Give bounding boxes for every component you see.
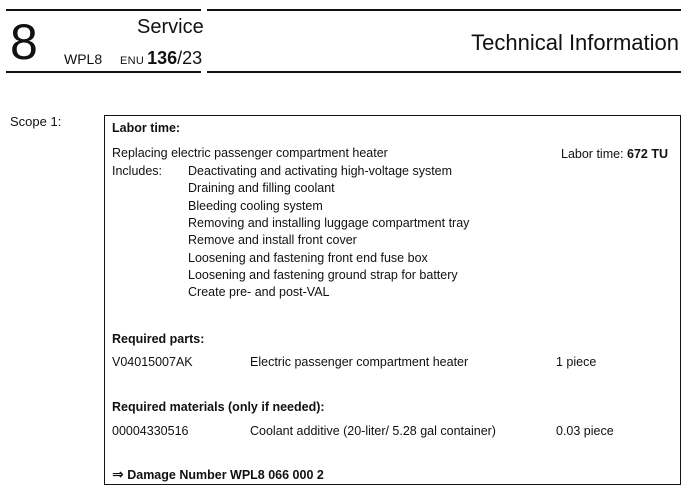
labor-job: Replacing electric passenger compartment heater <box>112 146 388 160</box>
service-label: Service <box>137 16 204 38</box>
bulletin-year: /23 <box>177 48 203 68</box>
page-title: Technical Information <box>471 30 679 55</box>
header-top-rule-right <box>207 9 681 11</box>
material-description: Coolant additive (20-liter/ 5.28 gal container) <box>250 424 496 438</box>
bulletin-id <box>120 48 202 69</box>
damage-number-text: Damage Number WPL8 066 000 2 <box>127 468 324 482</box>
includes-label: Includes: <box>112 164 163 178</box>
includes-item: Removing and installing luggage compartment tray <box>188 216 470 230</box>
part-number: V04015007AK <box>112 355 193 369</box>
includes-item: Loosening and fastening ground strap for battery <box>188 268 458 282</box>
scope-label: Scope 1: <box>10 114 62 129</box>
labor-time-label: Labor time: <box>561 147 624 161</box>
damage-number <box>112 466 324 483</box>
material-quantity: 0.03 piece <box>556 424 614 438</box>
includes-item: Remove and install front cover <box>188 233 357 247</box>
header-top-rule-left <box>6 9 201 11</box>
labor-time-value: 672 TU <box>627 147 669 161</box>
arrow-right-icon: ⇒ <box>112 466 124 482</box>
includes-item: Deactivating and activating high-voltage system <box>188 164 453 178</box>
includes-item: Bleeding cooling system <box>188 199 323 213</box>
part-quantity: 1 piece <box>556 355 597 369</box>
campaign-code: WPL8 <box>64 51 103 67</box>
labor-heading: Labor time: <box>112 121 181 135</box>
header-bottom-rule-right <box>207 71 681 73</box>
includes-item: Loosening and fastening front end fuse box <box>188 251 428 265</box>
material-number: 00004330516 <box>112 424 189 438</box>
scope-box <box>104 115 681 485</box>
labor-time <box>561 147 668 161</box>
part-description: Electric passenger compartment heater <box>250 355 469 369</box>
language-code: ENU <box>120 55 145 67</box>
includes-item: Draining and filling coolant <box>188 181 335 195</box>
header-bottom-rule-left <box>6 71 201 73</box>
materials-heading: Required materials (only if needed): <box>112 400 325 414</box>
parts-heading: Required parts: <box>112 332 205 346</box>
includes-item: Create pre- and post-VAL <box>188 285 330 299</box>
bulletin-number: 136 <box>147 48 178 68</box>
group-number: 8 <box>10 14 38 70</box>
